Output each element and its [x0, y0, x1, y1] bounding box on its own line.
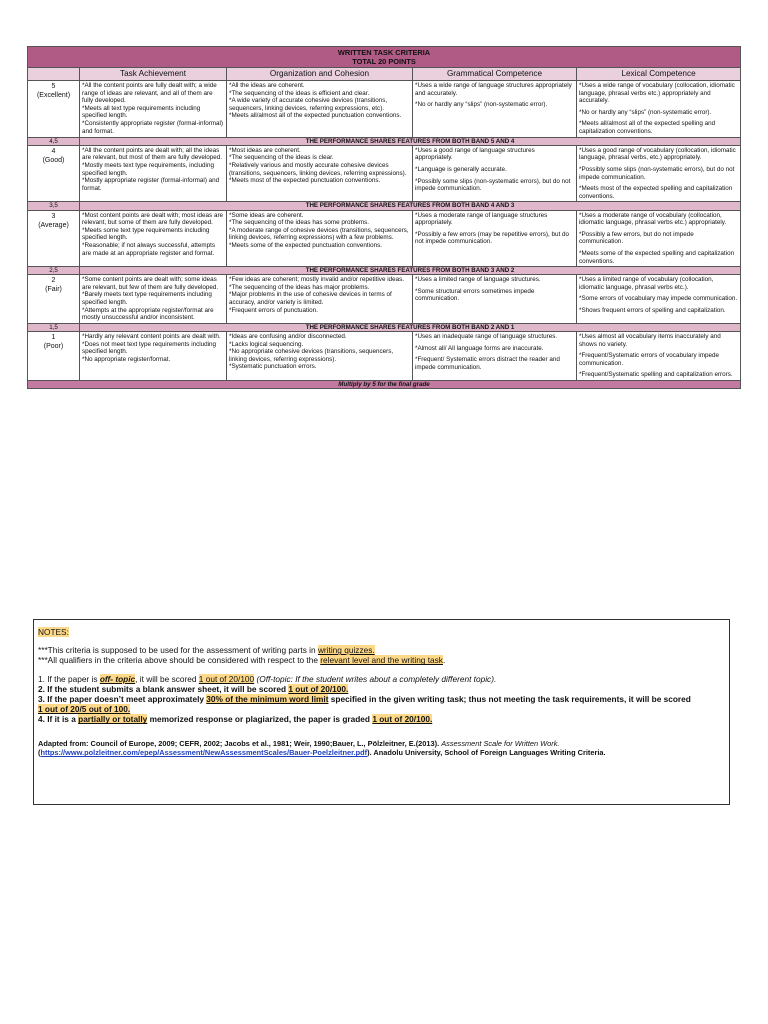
note-item-1-post: (Off-topic: If the student writes about a completely different topic). [254, 673, 497, 684]
criteria-line: *A wide variety of accurate cohesive devices (transitions, sequencers, linking devices, referring expressions, etc). [229, 97, 388, 112]
criteria-line: *The sequencing of the ideas has some problems. [229, 219, 370, 227]
shares-score: 2,5 [28, 267, 80, 275]
criteria-cell [227, 332, 413, 381]
criteria-line: *Uses a moderate range of vocabulary (collocation, idiomatic language, phrasal verbs etc.) appropriately. [579, 211, 727, 227]
header-organization: Organization and Cohesion [227, 68, 413, 81]
rubric-table [27, 46, 741, 389]
shares-row [28, 202, 741, 210]
note-item-4 [38, 714, 725, 724]
criteria-line: *Meets most of the expected punctuation conventions. [229, 177, 381, 185]
criteria-line: *The sequencing of the ideas has major problems. [229, 283, 370, 291]
note-item-4-score: 1 out of 20/100. [372, 714, 433, 725]
criteria-line: *Lacks logical sequencing. [229, 340, 304, 348]
note-line-2-text: ***All qualifiers in the criteria above should be considered with respect to the [38, 655, 321, 666]
criteria-line: *Uses a limited range of vocabulary (collocation, idiomatic language, phrasal verbs etc.). [579, 276, 714, 291]
note-item-3 [38, 694, 725, 714]
rubric-table-container [27, 46, 740, 389]
shares-text: THE PERFORMANCE SHARES FEATURES FROM BOTH BAND 2 AND 1 [80, 323, 741, 331]
header-blank [28, 68, 80, 81]
band-row [28, 210, 741, 267]
shares-row [28, 323, 741, 331]
criteria-line: *Frequent/ Systematic errors distract the reader and impede communication. [415, 356, 560, 371]
band-score-cell [28, 81, 80, 138]
criteria-cell [227, 275, 413, 324]
criteria-line: *The sequencing of the ideas is clear. [229, 154, 334, 162]
criteria-line: *Attempts at the appropriate register/format are mostly unsuccessful and/or inconsistent. [82, 306, 214, 322]
criteria-line: *Hardly any relevant content points are dealt with. [82, 333, 221, 341]
criteria-line: *Uses almost all vocabulary items inaccurately and shows no variety. [579, 333, 721, 348]
criteria-line: *Meets some text type requirements including specified length. [82, 226, 210, 242]
note-item-3-highlight: 30% of the minimum word limit [206, 694, 329, 705]
criteria-cell [413, 332, 577, 381]
shares-text: THE PERFORMANCE SHARES FEATURES FROM BOTH BAND 4 AND 3 [80, 202, 741, 210]
criteria-line: *Consistently appropriate register (formal-informal) and format. [82, 119, 224, 135]
criteria-cell [577, 145, 741, 202]
adapted-source-pre: Adapted from: Council of Europe, 2009; CEFR, 2002; Jacobs et al., 1981; Weir, 1990;Bauer, L., Pölzleitner, E.(2013). [38, 738, 442, 748]
criteria-line: *Mostly appropriate register (formal-informal) and format. [82, 177, 220, 192]
criteria-line: *Possibly some slips (non-systematic errors), but do not impede communication. [415, 177, 571, 193]
band-row [28, 81, 741, 138]
criteria-cell [227, 210, 413, 267]
note-line-2-end: . [442, 655, 446, 666]
note-item-1-highlight: off- topic [99, 673, 136, 684]
criteria-line: *Uses a limited range of language structures. [415, 276, 541, 284]
criteria-line: *Almost all/ All language forms are inaccurate. [415, 344, 544, 352]
band-score-cell [28, 210, 80, 267]
criteria-line: *Meets all/almost all of the expected punctuation conventions. [229, 112, 402, 120]
criteria-line: *Possibly some slips (non-systematic errors), but do not impede communication. [579, 165, 735, 181]
note-item-2 [38, 684, 725, 694]
shares-text: THE PERFORMANCE SHARES FEATURES FROM BOTH BAND 5 AND 4 [80, 137, 741, 145]
criteria-line: *All the content points are fully dealt with; a wide range of ideas are relevant, and all of them are fully developed. [82, 82, 217, 105]
criteria-line: *All the content points are dealt with; all the ideas are relevant, but most of them are fully developed. [82, 146, 223, 162]
header-task-achievement: Task Achievement [80, 68, 227, 81]
header-row [28, 68, 741, 81]
adapted-source: Adapted from: Council of Europe, 2009; CEFR, 2002; Jacobs et al., 1981; Weir, 1990;Bauer, L., Pölzleitner, E.(2013). Assessment Scale for Written Work. (https://www.polzleitner.com/epep/Assessment/NewAssessmentScales/Bauer-Poelzleitner.pdf). Anadolu University, School of Foreign Languages Writing Criteria. [38, 738, 606, 758]
note-item-4-highlight: partially or totally [78, 714, 148, 725]
band-label: (Average) [38, 221, 69, 229]
criteria-cell [80, 145, 227, 202]
shares-row [28, 267, 741, 275]
criteria-line: *Meets all text type requirements including specified length. [82, 104, 201, 120]
note-item-3-mid: specified in the given writing task; thus not meeting the task requirements, it will be scored [328, 694, 691, 705]
criteria-cell [80, 332, 227, 381]
criteria-line: *Some ideas are coherent. [229, 211, 304, 219]
note-line-2-highlight: relevant level and the writing task [320, 655, 443, 666]
criteria-cell [413, 210, 577, 267]
shares-score: 4,5 [28, 137, 80, 145]
criteria-cell [227, 81, 413, 138]
band-score-cell [28, 332, 80, 381]
band-score: 4 [51, 147, 56, 155]
note-item-1-score: 1 out of 20/100 [198, 673, 255, 684]
footer-note: Multiply by 5 for the final grade [28, 381, 741, 389]
note-item-2-pre: 2. If the student submits a blank answer sheet, it will be scored [38, 683, 289, 694]
criteria-cell [227, 145, 413, 202]
band-score: 1 [51, 334, 56, 342]
rubric-body [28, 47, 741, 389]
band-score: 2 [51, 277, 56, 285]
note-item-1-mid: , it will be scored [135, 673, 199, 684]
note-item-1-pre: 1. If the paper is [38, 673, 100, 684]
criteria-cell [80, 210, 227, 267]
notes-heading: NOTES: [38, 627, 69, 637]
header-lexical: Lexical Competence [577, 68, 741, 81]
band-label: (Poor) [43, 343, 64, 351]
criteria-line: *Meets some of the expected spelling and capitalization conventions. [579, 249, 735, 265]
criteria-line: *Barely meets text type requirements including specified length. [82, 291, 212, 307]
criteria-line: *Does not meet text type requirements including specified length. [82, 340, 217, 356]
criteria-line: *Mostly meets text type requirements, including specified length. [82, 161, 214, 177]
band-score: 5 [51, 83, 56, 90]
band-row [28, 332, 741, 381]
band-score-cell [28, 145, 80, 202]
criteria-line: *Ideas are confusing and/or disconnected. [229, 333, 347, 341]
criteria-line: *Uses a wide range of vocabulary (collocation, idiomatic language, phrasal verbs etc.) appropriately and accurately. [579, 82, 735, 105]
table-title-line1: WRITTEN TASK CRITERIA [337, 48, 431, 57]
note-line-1 [38, 645, 725, 655]
band-label: (Fair) [45, 286, 62, 294]
adapted-source-post: ). Anadolu University, School of Foreign Languages Writing Criteria. [367, 748, 606, 758]
criteria-cell [80, 275, 227, 324]
note-item-2-score: 1 out of 20/100. [288, 683, 349, 694]
note-line-2 [38, 655, 725, 665]
note-item-4-pre: 4. If it is a [38, 714, 79, 725]
band-label: (Good) [42, 156, 65, 164]
criteria-line: *Uses a wide range of language structures appropriately and accurately. [415, 82, 572, 97]
criteria-line: *No appropriate register/format. [82, 355, 171, 363]
criteria-line: *Language is generally accurate. [415, 165, 507, 173]
criteria-line: *Some structural errors sometimes impede communication. [415, 287, 535, 303]
criteria-line: *Few ideas are coherent; mostly invalid and/or repetitive ideas. [229, 276, 405, 284]
band-score: 3 [51, 212, 56, 220]
criteria-cell [577, 81, 741, 138]
notes-box [33, 619, 730, 805]
note-item-4-mid: memorized response or plagiarized, the paper is graded [147, 714, 373, 725]
footer-row [28, 381, 741, 389]
criteria-line: *Possibly a few errors (may be repetitive errors), but do not impede communication. [415, 230, 569, 246]
criteria-line: *Meets some of the expected punctuation conventions. [229, 241, 382, 249]
source-link[interactable]: https://www.polzleitner.com/epep/Assessment/NewAssessmentScales/Bauer-Poelzleitner.pdf [40, 748, 368, 758]
criteria-line: *Most ideas are coherent. [229, 146, 301, 154]
criteria-line: *Shows frequent errors of spelling and capitalization. [579, 307, 726, 315]
adapted-source-title: Assessment Scale for Written Work. [441, 738, 560, 748]
criteria-line: *The sequencing of the ideas is efficient and clear. [229, 89, 370, 97]
criteria-line: *Meets most of the expected spelling and capitalization conventions. [579, 185, 733, 200]
criteria-line: *Uses a moderate range of language structures appropriately. [415, 211, 548, 227]
criteria-cell [80, 81, 227, 138]
criteria-cell [413, 145, 577, 202]
note-item-3-pre: 3. If the paper doesn’t meet approximately [38, 694, 207, 705]
note-item-3-score: 1 out of 20/5 out of 100. [38, 704, 131, 715]
criteria-line: *No or hardly any “slips” (non-systematic error). [415, 101, 548, 109]
criteria-line: *Frequent/Systematic errors of vocabulary impede communication. [579, 352, 719, 367]
criteria-line: *Systematic punctuation errors. [229, 363, 317, 371]
criteria-line: *Possibly a few errors, but do not impede communication. [579, 230, 694, 246]
criteria-line: *No or hardly any “slips” (non-systematic error). [579, 108, 712, 116]
title-row [28, 47, 741, 68]
criteria-line: *Some content points are dealt with; some ideas are relevant, but few of them are fully developed. [82, 276, 219, 291]
criteria-cell [577, 332, 741, 381]
criteria-line: *A moderate range of cohesive devices (transitions, sequencers, linking devices, referring expressions) with a few problems. [229, 226, 409, 242]
criteria-cell [413, 81, 577, 138]
shares-score: 1,5 [28, 323, 80, 331]
criteria-line: *No appropriate cohesive devices (transitions, sequencers, linking devices, referring expressions). [229, 348, 394, 363]
criteria-line: *Meets all/almost all of the expected spelling and capitalization conventions. [579, 120, 716, 135]
criteria-line: *Some errors of vocabulary may impede communication. [579, 295, 738, 303]
shares-text: THE PERFORMANCE SHARES FEATURES FROM BOTH BAND 3 AND 2 [80, 267, 741, 275]
criteria-line: *Most content points are dealt with; most ideas are relevant, but some of them are fully developed. [82, 211, 224, 227]
criteria-line: *Uses a good range of vocabulary (collocation, idiomatic language, phrasal verbs, etc.) appropriately. [579, 146, 736, 162]
criteria-line: *Reasonable; if not always successful, attempts are made at an appropriate register and format. [82, 241, 216, 257]
criteria-line: *Major problems in the use of cohesive devices in terms of accuracy, and/or variety is limited. [229, 291, 392, 307]
criteria-line: *Frequent/Systematic spelling and capitalization errors. [579, 371, 733, 379]
criteria-cell [577, 210, 741, 267]
note-line-1-highlight: writing quizzes. [317, 645, 375, 656]
band-row [28, 145, 741, 202]
table-title [28, 47, 741, 68]
criteria-cell [577, 275, 741, 324]
header-grammar: Grammatical Competence [413, 68, 577, 81]
table-title-line2: TOTAL 20 POINTS [352, 57, 416, 66]
criteria-cell [413, 275, 577, 324]
criteria-line: *Uses an inadequate range of language structures. [415, 333, 558, 341]
band-label: (Excellent) [36, 92, 71, 99]
criteria-line: *Uses a good range of language structures appropriately. [415, 146, 535, 162]
note-line-1-text: ***This criteria is supposed to be used for the assessment of writing parts in [38, 645, 318, 656]
criteria-line: *All the ideas are coherent. [229, 82, 305, 89]
band-score-cell [28, 275, 80, 324]
criteria-line: *Frequent errors of punctuation. [229, 306, 318, 314]
shares-score: 3,5 [28, 202, 80, 210]
band-row [28, 275, 741, 324]
criteria-line: *Relatively various and mostly accurate cohesive devices (transitions, sequencers, linking devices, referring expressions). [229, 161, 407, 177]
note-item-1 [38, 674, 725, 684]
shares-row [28, 137, 741, 145]
